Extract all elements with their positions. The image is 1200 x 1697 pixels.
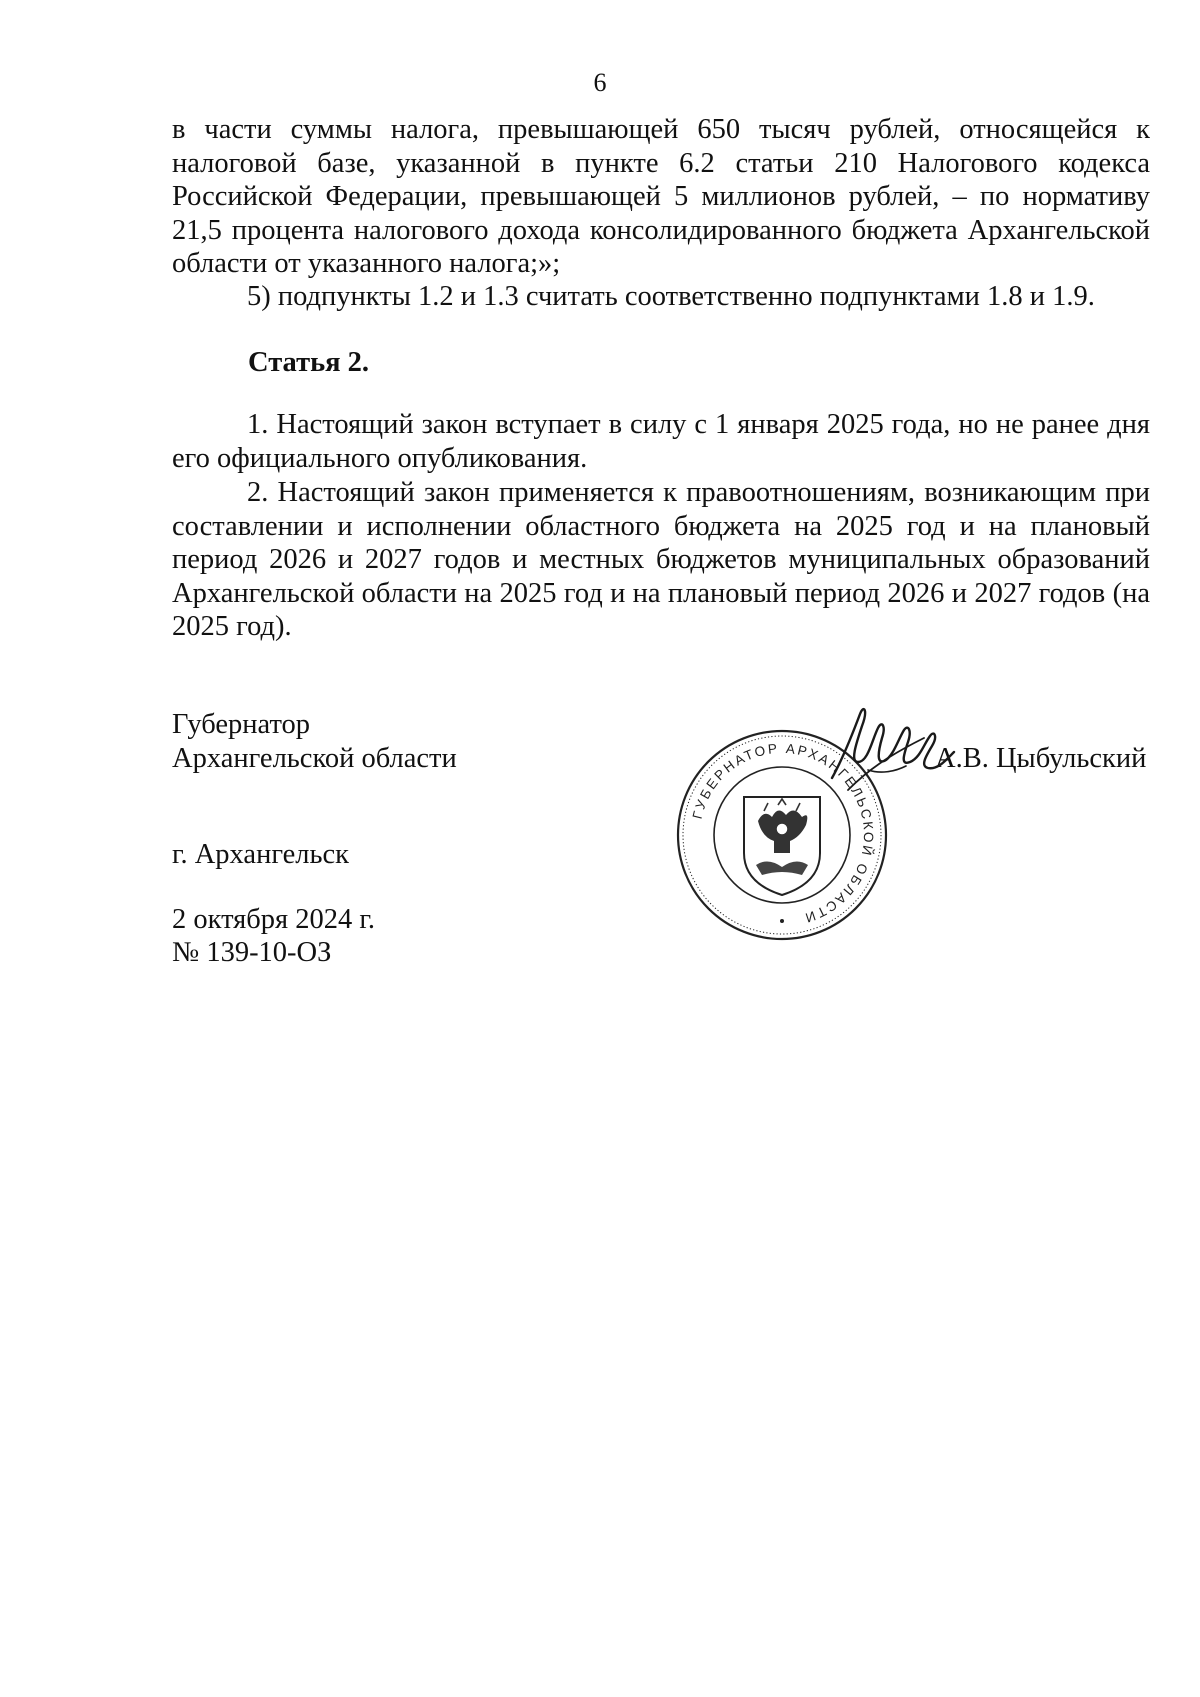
page-number: 6 — [593, 68, 607, 97]
signer-title-line-2: Архангельской области — [172, 743, 457, 774]
paragraph-continuation — [172, 113, 1150, 281]
article-heading: Статья 2. — [248, 347, 370, 378]
signer-name: А.В. Цыбульский — [935, 743, 1147, 774]
paragraph-text: 2. Настоящий закон применяется к правоотношениям, возникающим при составлении и исполнении областного бюджета на 2025 год и на плановый период 2026 и 2027 годов и местных бюджетов муниципальных образований Архангельской области на 2025 год и на плановый период 2026 и 2027 годов (на 2025 год). — [172, 477, 1150, 642]
signer-title-line-1: Губернатор — [172, 709, 311, 740]
document-number: № 139-10-ОЗ — [172, 937, 332, 968]
handwritten-signature — [828, 700, 958, 800]
seal-text: ГУБЕРНАТОР АРХАНГЕЛЬСКОЙ ОБЛАСТИ — [689, 740, 877, 927]
paragraph-subitem-5 — [172, 280, 1150, 314]
paragraph-text: 5) подпункты 1.2 и 1.3 считать соответственно подпунктами 1.8 и 1.9. — [247, 281, 1095, 312]
paragraph-text: в части суммы налога, превышающей 650 тысяч рублей, относящейся к налоговой базе, указанной в пункте 6.2 статьи 210 Налогового кодекса Российской Федерации, превышающей 5 миллионов рублей, – по нормативу 21,5 процента налогового дохода консолидированного бюджета Архангельской области от указанного налога;»; — [172, 114, 1150, 279]
document-city: г. Архангельск — [172, 839, 350, 870]
document-date: 2 октября 2024 г. — [172, 904, 375, 935]
article-2-clause-1 — [172, 408, 1150, 475]
coat-of-arms-icon — [744, 797, 820, 895]
article-2-clause-2 — [172, 476, 1150, 644]
paragraph-text: 1. Настоящий закон вступает в силу с 1 января 2025 года, но не ранее дня его официального опубликования. — [172, 409, 1150, 474]
